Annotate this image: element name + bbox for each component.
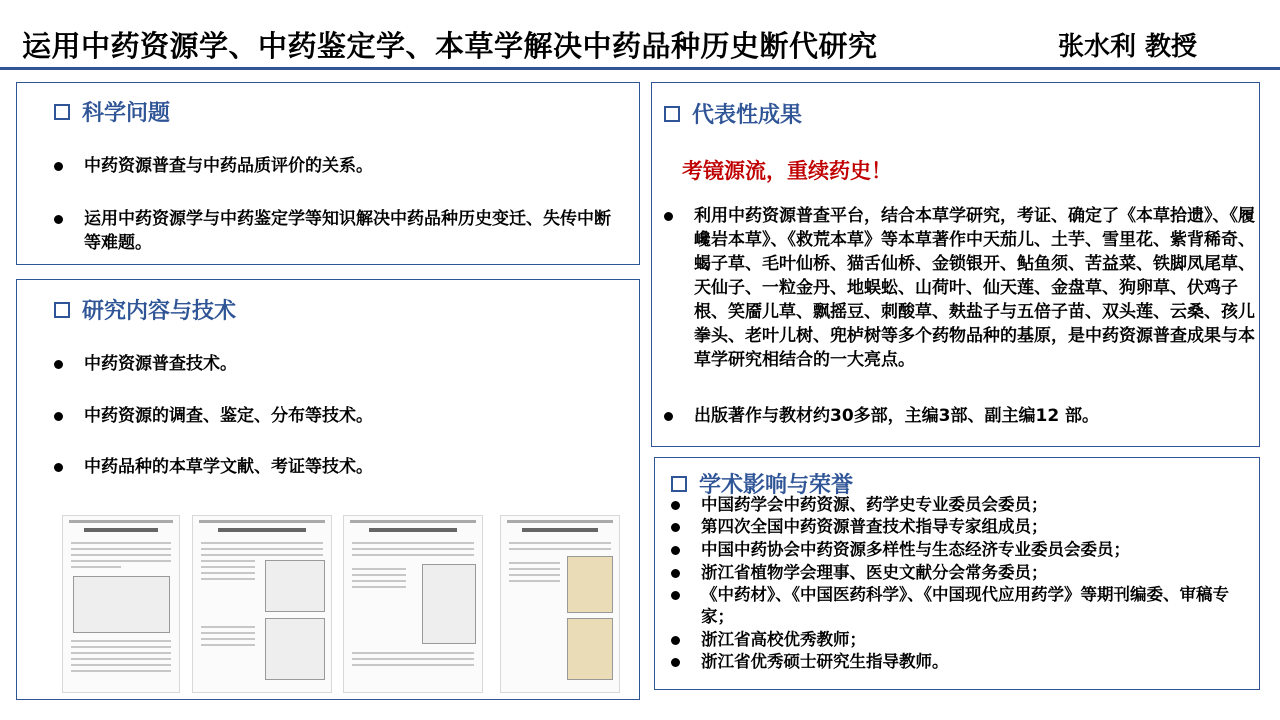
science-item — [54, 207, 624, 255]
honors-item — [671, 651, 1251, 673]
page-title: 运用中药资源学、中药鉴定学、本草学解决中药品种历史断代研究 — [22, 29, 878, 63]
paper-thumbnail — [62, 515, 180, 693]
honors-item — [671, 539, 1251, 561]
bullet-icon — [671, 636, 680, 645]
bullet-icon — [54, 215, 63, 224]
bullet-icon — [671, 569, 680, 578]
results-item-text: 利用中药资源普查平台，结合本草学研究，考证、确定了《本草拾遗》、《履巉岩本草》、《救荒本草》等本草著作中天茄儿、土芋、雪里花、紫背稀奇、蝎子草、毛叶仙桥、猫舌仙桥、金锁银开、鲇鱼须、苦益菜、铁脚凤尾草、天仙子、一粒金丹、地蜈蚣、山荷叶、仙天莲、金盘草、狗卵草、伏鸡子根、笑靥儿草、飘摇豆、刺酸草、麸盐子与五倍子苗、双头莲、云桑、孩儿拳头、老叶儿树、兜栌树等多个药物品种的基原，是中药资源普查成果与本草学研究相结合的一大亮点。 — [694, 206, 1255, 370]
bullet-icon — [671, 546, 680, 555]
bullet-icon — [54, 360, 63, 369]
honors-item-text: 浙江省高校优秀教师； — [701, 630, 866, 649]
honors-item-text: 《中药材》、《中国医药科学》、《中国现代应用药学》等期刊编委、审稿专家； — [701, 585, 1229, 626]
paper-thumbnail — [500, 515, 620, 693]
bullet-icon — [671, 523, 680, 532]
honors-item — [671, 494, 1251, 516]
bullet-icon — [54, 412, 63, 421]
bullet-icon — [54, 463, 63, 472]
square-bullet-icon — [664, 106, 680, 122]
author-name: 张水利 教授 — [1058, 32, 1198, 62]
bullet-icon — [54, 162, 63, 171]
results-heading-text: 代表性成果 — [692, 103, 803, 128]
science-heading — [54, 96, 170, 127]
research-item — [54, 404, 624, 428]
square-bullet-icon — [671, 476, 687, 492]
honors-item — [671, 584, 1251, 628]
results-item — [664, 404, 1256, 428]
science-heading-text: 科学问题 — [82, 101, 171, 126]
honors-item — [671, 516, 1251, 538]
science-item-text: 运用中药资源学与中药鉴定学等知识解决中药品种历史变迁、失传中断等难题。 — [84, 209, 611, 253]
paper-thumbnail — [343, 515, 483, 693]
science-item — [54, 154, 624, 178]
results-heading — [664, 98, 802, 129]
bullet-icon — [671, 658, 680, 667]
honors-item-text: 中国中药协会中药资源多样性与生态经济专业委员会委员； — [701, 540, 1130, 559]
research-item — [54, 352, 624, 376]
results-item-text: 出版著作与教材约30多部，主编3部、副主编12 部。 — [694, 406, 1100, 426]
bullet-icon — [671, 501, 680, 510]
results-item — [664, 204, 1256, 372]
research-item — [54, 455, 624, 479]
research-item-text: 中药资源的调查、鉴定、分布等技术。 — [84, 406, 373, 426]
square-bullet-icon — [54, 302, 70, 318]
results-slogan: 考镜源流，重续药史！ — [682, 159, 892, 183]
title-divider — [0, 67, 1280, 70]
bullet-icon — [671, 591, 680, 600]
bullet-icon — [664, 412, 673, 421]
honors-item-text: 浙江省植物学会理事、医史文献分会常务委员； — [701, 563, 1048, 582]
honors-item — [671, 629, 1251, 651]
research-item-text: 中药品种的本草学文献、考证等技术。 — [84, 457, 373, 477]
honors-item-text: 第四次全国中药资源普查技术指导专家组成员； — [701, 517, 1048, 536]
honors-item-text: 浙江省优秀硕士研究生指导教师。 — [701, 652, 949, 671]
research-heading — [54, 294, 236, 325]
paper-thumbnail — [192, 515, 332, 693]
research-heading-text: 研究内容与技术 — [82, 299, 237, 324]
honors-heading-text: 学术影响与荣誉 — [699, 473, 854, 498]
science-item-text: 中药资源普查与中药品质评价的关系。 — [84, 156, 373, 176]
square-bullet-icon — [54, 104, 70, 120]
honors-item-text: 中国药学会中药资源、药学史专业委员会委员； — [701, 495, 1048, 514]
bullet-icon — [664, 212, 673, 221]
honors-item — [671, 562, 1251, 584]
research-item-text: 中药资源普查技术。 — [84, 354, 237, 374]
